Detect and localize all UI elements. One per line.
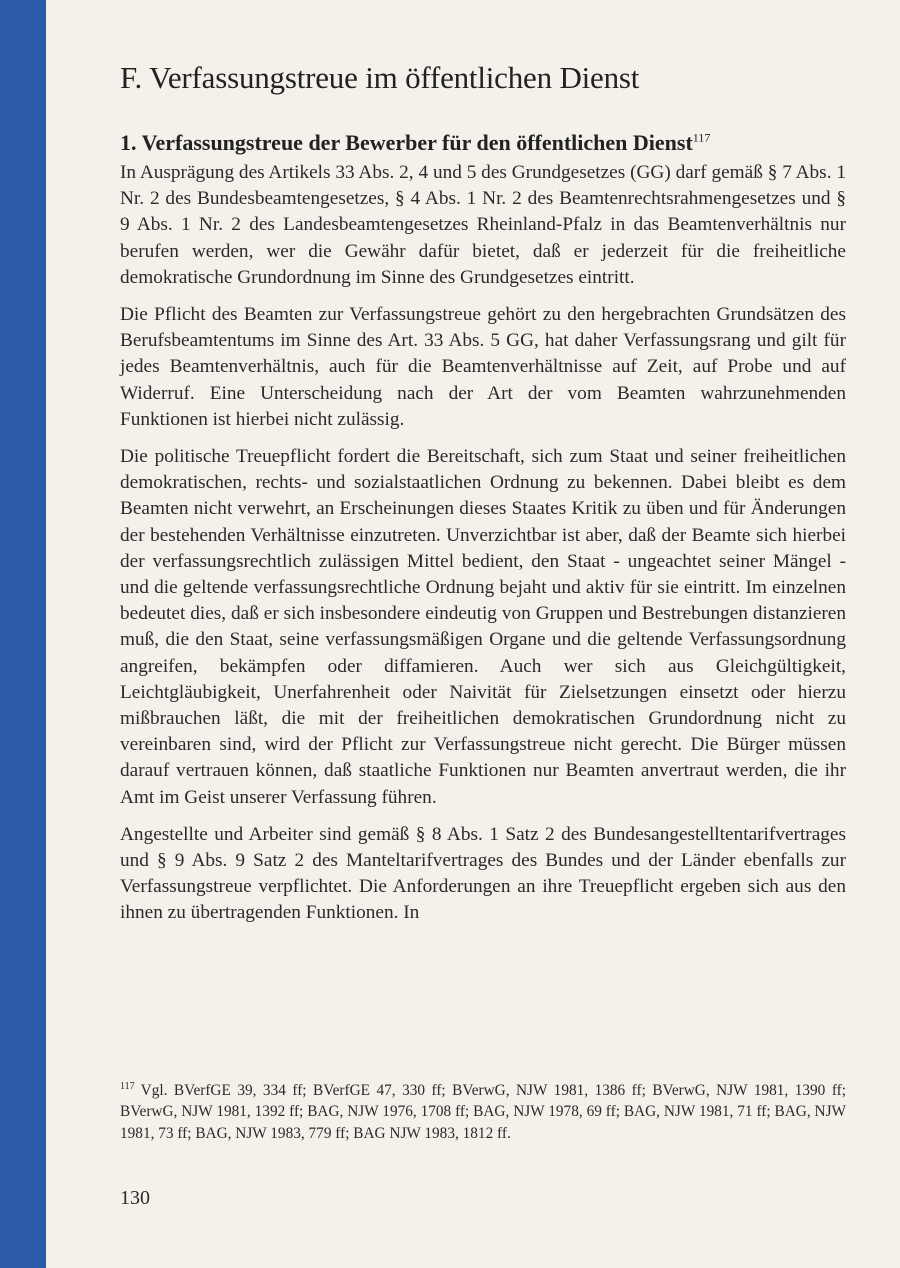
paragraph-4: Angestellte und Arbeiter sind gemäß § 8 Abs. 1 Satz 2 des Bundesangestelltentarifvertrages und § 9 Abs. 9 Satz 2 des Manteltarifvertrages des Bundes und der Länder ebenfalls zur Verfassungstreue verpflichtet. Die Anforderungen an ihre Treuepflicht ergeben sich aus den ihnen zu übertragenden Funktionen. In <box>120 823 846 924</box>
footnote <box>120 1080 846 1144</box>
paragraph-1: In Ausprägung des Artikels 33 Abs. 2, 4 und 5 des Grundgesetzes (GG) darf gemäß § 7 Abs. 1 Nr. 2 des Bundesbeamtengesetzes, § 4 Abs. 1 Nr. 2 des Beamtenrechtsrahmengesetzes und § 9 Abs. 1 Nr. 2 des Landesbeamtengesetzes Rheinland-Pfalz in das Beamtenverhältnis nur berufen werden, wer die Gewähr dafür bietet, daß er jederzeit für die freiheitliche demokratische Grundordnung im Sinne des Grundgesetzes eintritt. <box>120 162 846 288</box>
blue-page-edge <box>0 0 46 1268</box>
footnote-text: Vgl. BVerfGE 39, 334 ff; BVerfGE 47, 330 ff; BVerwG, NJW 1981, 1386 ff; BVerwG, NJW 1981, 1390 ff; BVerwG, NJW 1981, 1392 ff; BAG, NJW 1976, 1708 ff; BAG, NJW 1978, 69 ff; BAG, NJW 1981, 71 ff; BAG, NJW 1981, 73 ff; BAG, NJW 1983, 779 ff; BAG NJW 1983, 1812 ff. <box>120 1082 846 1142</box>
section-title: 1. Verfassungstreue der Bewerber für den öffentlichen Dienst <box>120 130 693 155</box>
section-heading <box>120 128 846 158</box>
footnote-reference[interactable]: 117 <box>692 130 711 145</box>
page-content <box>120 58 846 938</box>
page-number: 130 <box>120 1187 150 1209</box>
paragraph-2: Die Pflicht des Beamten zur Verfassungstreue gehört zu den hergebrachten Grundsätzen des Berufsbeamtentums im Sinne des Art. 33 Abs. 5 GG, hat daher Verfassungsrang und gilt für jedes Beamtenverhältnis, auch für die Beamtenverhältnisse auf Zeit, auf Probe und auf Widerruf. Eine Unterscheidung nach der Art der vom Beamten wahrzunehmenden Funktionen ist hierbei nicht zulässig. <box>120 304 846 430</box>
footnote-number: 117 <box>120 1080 135 1092</box>
paragraph-3: Die politische Treuepflicht fordert die Bereitschaft, sich zum Staat und seiner freiheitlichen demokratischen, rechts- und sozialstaatlichen Ordnung zu bekennen. Dabei bleibt es dem Beamten nicht verwehrt, an Erscheinungen dieses Staates Kritik zu üben und für Änderungen der bestehenden Verhältnisse einzutreten. Unverzichtbar ist aber, daß der Beamte sich hierbei der verfassungsrechtlich zulässigen Mittel bedient, den Staat - ungeachtet seiner Mängel - und die geltende verfassungsrechtliche Ordnung bejaht und aktiv für sie eintritt. Im einzelnen bedeutet dies, daß er sich insbesondere eindeutig von Gruppen und Bestrebungen distanzieren muß, die den Staat, seine verfassungsmäßigen Organe und die geltende Verfassungsordnung angreifen, bekämpfen oder diffamieren. Auch wer sich aus Gleichgültigkeit, Leichtgläubigkeit, Unerfahrenheit oder Naivität für Zielsetzungen einsetzt oder hierzu mißbrauchen läßt, die mit der freiheitlichen demokratischen Grundordnung nicht zu vereinbaren sind, wird der Pflicht zur Verfassungstreue nicht gerecht. Die Bürger müssen darauf vertrauen können, daß staatliche Funktionen nur Beamten anvertraut werden, die ihr Amt im Geist unserer Verfassung führen. <box>120 446 846 808</box>
chapter-heading: F. Verfassungstreue im öffentlichen Dienst <box>120 60 640 95</box>
